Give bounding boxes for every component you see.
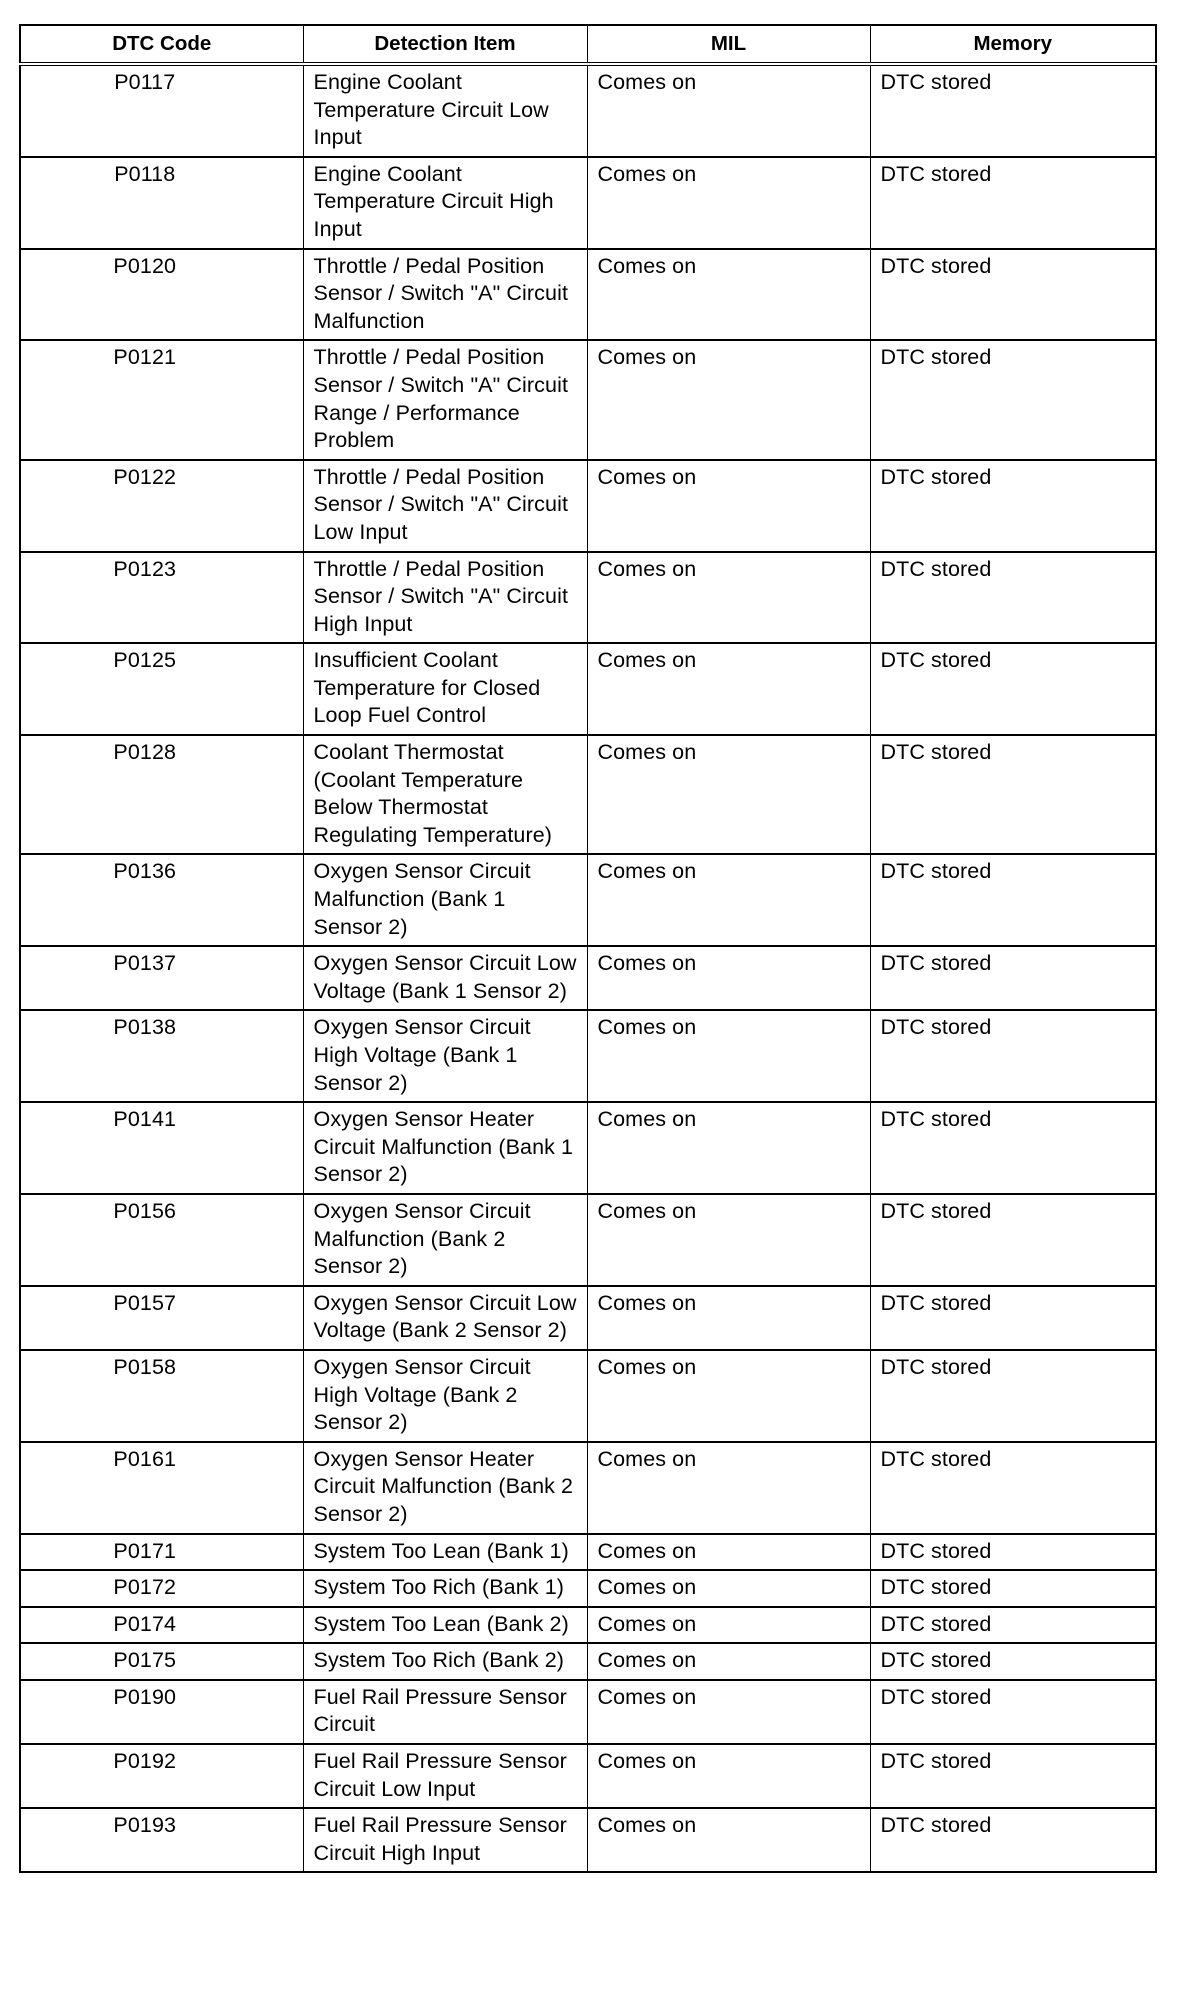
dtc-code-cell: P0158 [20,1350,303,1442]
detection-item-cell: Engine Coolant Temperature Circuit High Input [303,157,587,249]
table-row [20,1010,1156,1102]
detection-item-cell: Throttle / Pedal Position Sensor / Switch "A" Circuit Low Input [303,460,587,552]
dtc-code-cell: P0172 [20,1570,303,1607]
header-row [20,25,1156,64]
mil-cell: Comes on [587,1534,870,1571]
mil-cell: Comes on [587,946,870,1010]
detection-item-cell: Coolant Thermostat (Coolant Temperature Below Thermostat Regulating Temperature) [303,735,587,854]
table-header [20,25,1156,64]
dtc-code-cell: P0122 [20,460,303,552]
memory-cell: DTC stored [870,552,1156,644]
memory-cell: DTC stored [870,340,1156,459]
mil-cell: Comes on [587,1010,870,1102]
dtc-code-cell: P0125 [20,643,303,735]
table-body [20,64,1156,1872]
memory-cell: DTC stored [870,249,1156,341]
detection-item-cell: Fuel Rail Pressure Sensor Circuit Low Input [303,1744,587,1808]
dtc-code-cell: P0121 [20,340,303,459]
table-row [20,1350,1156,1442]
table-row [20,1607,1156,1644]
memory-cell: DTC stored [870,1808,1156,1872]
dtc-code-cell: P0193 [20,1808,303,1872]
memory-cell: DTC stored [870,1442,1156,1534]
dtc-code-cell: P0120 [20,249,303,341]
table-row [20,340,1156,459]
table-row [20,1102,1156,1194]
memory-cell: DTC stored [870,1010,1156,1102]
memory-cell: DTC stored [870,460,1156,552]
detection-item-cell: System Too Lean (Bank 2) [303,1607,587,1644]
mil-cell: Comes on [587,1744,870,1808]
memory-cell: DTC stored [870,1570,1156,1607]
detection-item-cell: Fuel Rail Pressure Sensor Circuit High Input [303,1808,587,1872]
detection-item-cell: Oxygen Sensor Circuit High Voltage (Bank 2 Sensor 2) [303,1350,587,1442]
mil-cell: Comes on [587,340,870,459]
detection-item-cell: Throttle / Pedal Position Sensor / Switch "A" Circuit Malfunction [303,249,587,341]
table-row [20,1534,1156,1571]
detection-item-cell: Oxygen Sensor Circuit Malfunction (Bank 1 Sensor 2) [303,854,587,946]
memory-cell: DTC stored [870,1607,1156,1644]
mil-cell: Comes on [587,1102,870,1194]
table-row [20,1744,1156,1808]
table-row [20,946,1156,1010]
dtc-table [19,24,1157,1873]
memory-cell: DTC stored [870,64,1156,157]
table-row [20,854,1156,946]
memory-cell: DTC stored [870,1680,1156,1744]
detection-item-cell: Engine Coolant Temperature Circuit Low Input [303,64,587,157]
detection-item-cell: Insufficient Coolant Temperature for Closed Loop Fuel Control [303,643,587,735]
memory-cell: DTC stored [870,1534,1156,1571]
memory-cell: DTC stored [870,1643,1156,1680]
dtc-code-cell: P0138 [20,1010,303,1102]
mil-cell: Comes on [587,249,870,341]
dtc-code-cell: P0123 [20,552,303,644]
mil-cell: Comes on [587,64,870,157]
mil-cell: Comes on [587,735,870,854]
detection-item-cell: System Too Lean (Bank 1) [303,1534,587,1571]
memory-cell: DTC stored [870,1194,1156,1286]
detection-item-cell: Oxygen Sensor Circuit Low Voltage (Bank 2 Sensor 2) [303,1286,587,1350]
memory-cell: DTC stored [870,1744,1156,1808]
memory-cell: DTC stored [870,1350,1156,1442]
mil-cell: Comes on [587,1350,870,1442]
dtc-code-cell: P0128 [20,735,303,854]
dtc-code-cell: P0137 [20,946,303,1010]
dtc-code-cell: P0192 [20,1744,303,1808]
table-row [20,1570,1156,1607]
detection-item-cell: Oxygen Sensor Heater Circuit Malfunction (Bank 2 Sensor 2) [303,1442,587,1534]
memory-cell: DTC stored [870,157,1156,249]
memory-cell: DTC stored [870,735,1156,854]
mil-cell: Comes on [587,552,870,644]
memory-cell: DTC stored [870,643,1156,735]
memory-cell: DTC stored [870,946,1156,1010]
mil-cell: Comes on [587,1442,870,1534]
mil-cell: Comes on [587,460,870,552]
dtc-code-cell: P0190 [20,1680,303,1744]
detection-item-cell: Throttle / Pedal Position Sensor / Switch "A" Circuit Range / Performance Problem [303,340,587,459]
table-row [20,1442,1156,1534]
table-row [20,64,1156,157]
table-row [20,460,1156,552]
table-row [20,735,1156,854]
detection-item-cell: Oxygen Sensor Heater Circuit Malfunction (Bank 1 Sensor 2) [303,1102,587,1194]
table-row [20,1680,1156,1744]
header-detection-item: Detection Item [303,25,587,64]
table-row [20,1286,1156,1350]
mil-cell: Comes on [587,1570,870,1607]
table-row [20,1643,1156,1680]
header-memory: Memory [870,25,1156,64]
detection-item-cell: System Too Rich (Bank 1) [303,1570,587,1607]
detection-item-cell: Throttle / Pedal Position Sensor / Switch "A" Circuit High Input [303,552,587,644]
dtc-code-cell: P0136 [20,854,303,946]
mil-cell: Comes on [587,157,870,249]
memory-cell: DTC stored [870,854,1156,946]
mil-cell: Comes on [587,1680,870,1744]
detection-item-cell: Oxygen Sensor Circuit Malfunction (Bank 2 Sensor 2) [303,1194,587,1286]
detection-item-cell: Oxygen Sensor Circuit Low Voltage (Bank 1 Sensor 2) [303,946,587,1010]
dtc-code-cell: P0157 [20,1286,303,1350]
dtc-document [19,24,1155,1873]
table-row [20,643,1156,735]
detection-item-cell: Oxygen Sensor Circuit High Voltage (Bank 1 Sensor 2) [303,1010,587,1102]
header-dtc-code: DTC Code [20,25,303,64]
mil-cell: Comes on [587,1194,870,1286]
dtc-code-cell: P0118 [20,157,303,249]
table-row [20,1808,1156,1872]
detection-item-cell: Fuel Rail Pressure Sensor Circuit [303,1680,587,1744]
mil-cell: Comes on [587,1286,870,1350]
mil-cell: Comes on [587,1643,870,1680]
mil-cell: Comes on [587,1808,870,1872]
mil-cell: Comes on [587,1607,870,1644]
dtc-code-cell: P0171 [20,1534,303,1571]
detection-item-cell: System Too Rich (Bank 2) [303,1643,587,1680]
memory-cell: DTC stored [870,1286,1156,1350]
header-mil: MIL [587,25,870,64]
dtc-code-cell: P0161 [20,1442,303,1534]
dtc-code-cell: P0175 [20,1643,303,1680]
memory-cell: DTC stored [870,1102,1156,1194]
dtc-code-cell: P0174 [20,1607,303,1644]
dtc-code-cell: P0141 [20,1102,303,1194]
dtc-code-cell: P0117 [20,64,303,157]
table-row [20,1194,1156,1286]
table-row [20,157,1156,249]
dtc-code-cell: P0156 [20,1194,303,1286]
table-row [20,249,1156,341]
table-row [20,552,1156,644]
mil-cell: Comes on [587,643,870,735]
mil-cell: Comes on [587,854,870,946]
